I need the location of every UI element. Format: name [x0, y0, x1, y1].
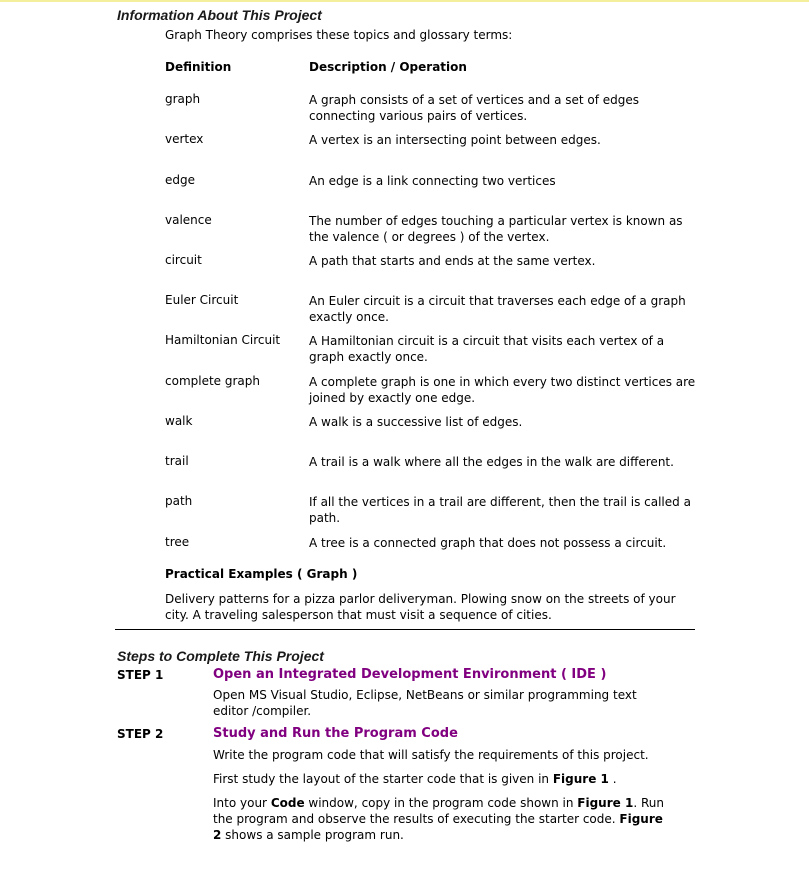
glossary-description: A Hamiltonian circuit is a circuit that visits each vertex of a graph exactly once. — [309, 334, 665, 364]
glossary-description: A graph consists of a set of vertices and a set of edges connecting various pairs of vertices. — [309, 93, 640, 123]
glossary-term: complete graph — [165, 374, 260, 388]
step-2-paragraph-1: Write the program code that will satisfy the requirements of this project. — [213, 748, 649, 762]
glossary-description: A vertex is an intersecting point between edges. — [309, 133, 601, 147]
step-2-paragraph-3 — [213, 795, 673, 843]
glossary-term: walk — [165, 414, 193, 428]
code-window-ref: Code — [270, 796, 305, 810]
glossary-description: A trail is a walk where all the edges in the walk are different. — [309, 455, 674, 469]
glossary-term: Hamiltonian Circuit — [165, 333, 281, 347]
glossary-term: Euler Circuit — [165, 293, 239, 307]
definition-header: Definition — [165, 60, 232, 74]
glossary-term: graph — [165, 92, 201, 106]
figure-1-ref: Figure 1 — [552, 772, 609, 786]
step-1-heading: Open an Integrated Development Environment ( IDE ) — [213, 667, 607, 682]
p3-text-b: window, copy in the program code shown in — [304, 796, 578, 810]
glossary-description: A walk is a successive list of edges. — [309, 415, 523, 429]
p2-end: . — [608, 772, 617, 786]
glossary-term: edge — [165, 173, 195, 187]
p3-text-a: Into your — [213, 796, 271, 810]
glossary-description: If all the vertices in a trail are different, then the trail is called a path. — [309, 495, 691, 525]
step-2-paragraph-2 — [213, 771, 673, 787]
figure-2-ref: Figure 2 — [213, 812, 663, 842]
glossary-term: valence — [165, 213, 212, 227]
top-accent-bar — [0, 0, 809, 2]
intro-text: Graph Theory comprises these topics and glossary terms: — [165, 28, 513, 42]
p3-text-d: shows a sample program run. — [221, 828, 404, 842]
glossary-term: path — [165, 494, 193, 508]
step-2-label: STEP 2 — [117, 727, 164, 741]
glossary-description: The number of edges touching a particular vertex is known as the valence ( or degrees ) of the vertex. — [309, 214, 683, 244]
practical-examples-text: Delivery patterns for a pizza parlor deliveryman. Plowing snow on the streets of your city. A traveling salesperson that must visit a sequence of cities. — [165, 592, 676, 622]
step-1-text: Open MS Visual Studio, Eclipse, NetBeans or similar programming text editor /compiler. — [213, 688, 637, 718]
glossary-term: tree — [165, 535, 190, 549]
glossary-term: circuit — [165, 253, 202, 267]
glossary-description: A path that starts and ends at the same vertex. — [309, 254, 596, 268]
glossary-description: An edge is a link connecting two vertices — [309, 174, 556, 188]
glossary-term: vertex — [165, 132, 204, 146]
glossary-description: An Euler circuit is a circuit that traverses each edge of a graph exactly once. — [309, 294, 686, 324]
figure-1-ref: Figure 1 — [577, 796, 634, 810]
glossary-description: A tree is a connected graph that does not possess a circuit. — [309, 536, 667, 550]
description-header: Description / Operation — [309, 60, 467, 74]
p3-text-c: . Run the program and observe the results of executing the starter code. — [213, 796, 664, 826]
steps-section-title: Steps to Complete This Project — [117, 648, 324, 664]
info-section-title: Information About This Project — [117, 7, 322, 23]
step-1-label: STEP 1 — [117, 668, 164, 682]
glossary-description: A complete graph is one in which every two distinct vertices are joined by exactly one edge. — [309, 375, 696, 405]
practical-examples-title: Practical Examples ( Graph ) — [165, 567, 358, 581]
section-divider — [115, 629, 695, 630]
step-2-heading: Study and Run the Program Code — [213, 726, 458, 741]
glossary-term: trail — [165, 454, 189, 468]
p2-text: First study the layout of the starter code that is given in — [213, 772, 553, 786]
